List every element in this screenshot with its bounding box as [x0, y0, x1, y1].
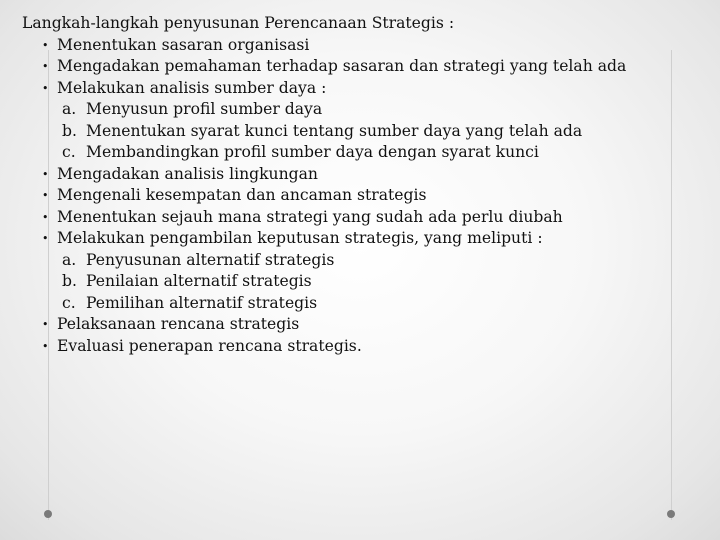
item-text: Mengadakan pemahaman terhadap sasaran dan strategi yang telah ada [57, 57, 627, 75]
item-text: Menentukan syarat kunci tentang sumber daya yang telah ada [86, 121, 583, 140]
item-text: Mengenali kesempatan dan ancaman strategis [57, 186, 427, 204]
bullet-dot-icon: • [42, 232, 49, 245]
sub-item [20, 250, 710, 272]
right-decorative-dot [667, 510, 675, 518]
sub-item-marker: b. [62, 272, 77, 290]
bullet-item [20, 314, 710, 336]
sub-item [20, 99, 710, 121]
bullet-item [20, 164, 710, 186]
item-text: Menentukan sasaran organisasi [57, 35, 310, 54]
bullet-dot-icon: • [42, 81, 49, 95]
item-text: Membandingkan profil sumber daya dengan syarat kunci [86, 143, 539, 161]
sub-item-marker: c. [62, 293, 76, 312]
sub-item [20, 271, 710, 293]
sub-item-marker: a. [62, 250, 77, 269]
item-text: Melakukan pengambilan keputusan strategis, yang meliputi : [57, 229, 543, 247]
bullet-item [20, 185, 710, 207]
bullet-item [20, 207, 710, 229]
bullet-dot-icon: • [42, 318, 49, 331]
item-text: Pelaksanaan rencana strategis [57, 315, 300, 333]
bullet-item [20, 56, 710, 78]
sub-item [20, 121, 710, 143]
steps-list [20, 35, 710, 358]
sub-item-marker: c. [62, 143, 76, 161]
item-text: Penilaian alternatif strategis [86, 272, 312, 290]
slide-content [20, 13, 710, 357]
bullet-dot-icon: • [42, 339, 49, 353]
item-text: Pemilihan alternatif strategis [86, 293, 318, 312]
bullet-item [20, 336, 710, 358]
left-decorative-dot [44, 510, 52, 518]
bullet-dot-icon: • [42, 210, 49, 224]
item-text: Melakukan analisis sumber daya : [57, 78, 327, 97]
bullet-item [20, 35, 710, 57]
bullet-item [20, 78, 710, 100]
sub-item [20, 293, 710, 315]
bullet-dot-icon: • [42, 38, 49, 52]
bullet-dot-icon: • [42, 60, 49, 73]
sub-item-marker: b. [62, 121, 77, 140]
slide-title: Langkah-langkah penyusunan Perencanaan Strategis : [22, 14, 455, 32]
item-text: Evaluasi penerapan rencana strategis. [57, 336, 362, 355]
bullet-item [20, 228, 710, 250]
bullet-dot-icon: • [42, 189, 49, 202]
item-text: Menyusun profil sumber daya [86, 100, 323, 118]
sub-item-marker: a. [62, 100, 77, 118]
sub-item [20, 142, 710, 164]
item-text: Penyusunan alternatif strategis [86, 250, 335, 269]
item-text: Menentukan sejauh mana strategi yang sudah ada perlu diubah [57, 207, 563, 226]
bullet-dot-icon: • [42, 167, 49, 181]
item-text: Mengadakan analisis lingkungan [57, 164, 318, 183]
